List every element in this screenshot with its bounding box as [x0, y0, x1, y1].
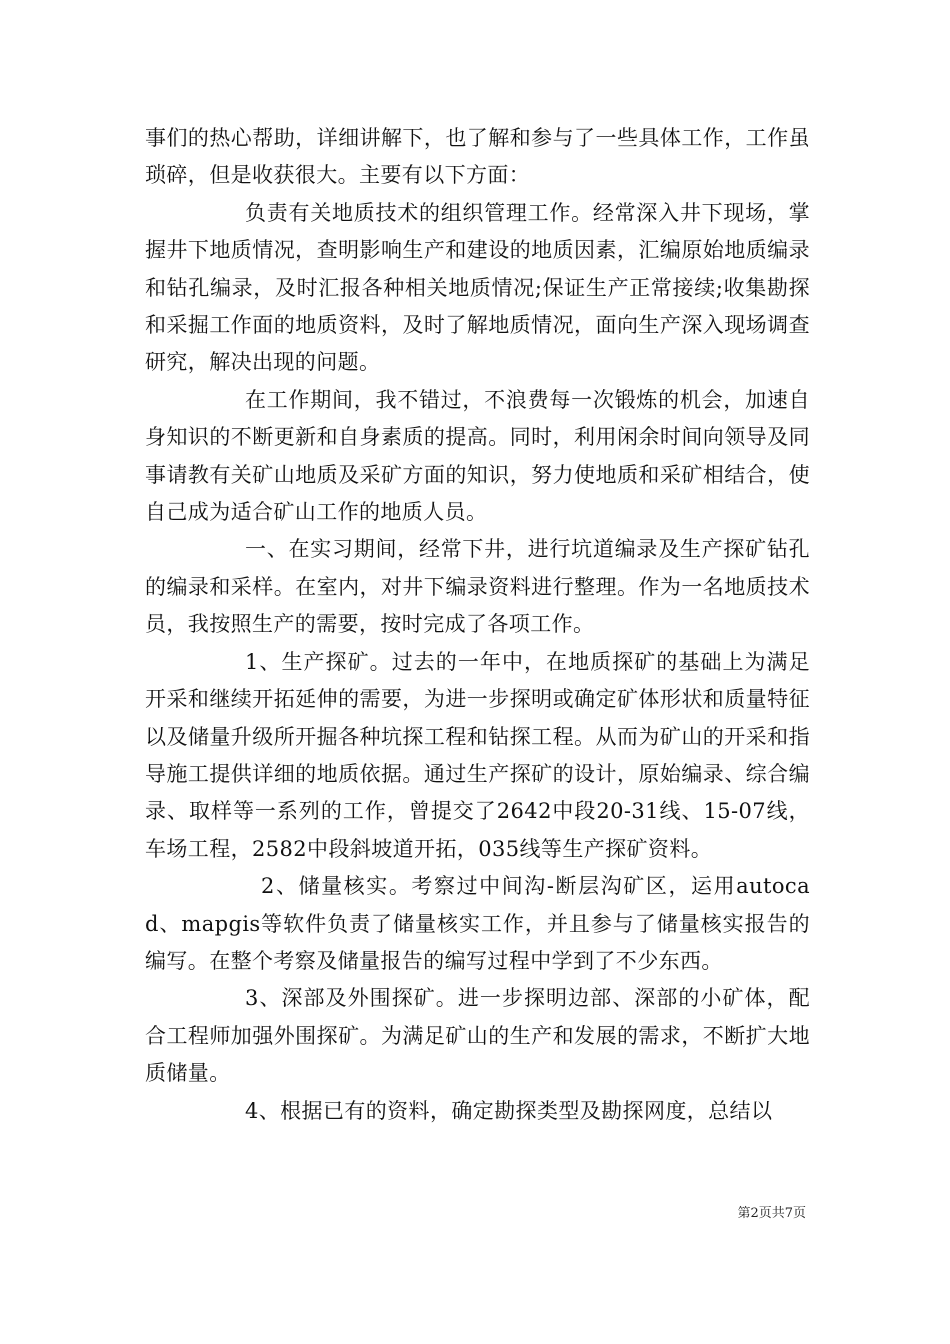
paragraph-exploration-type: 4、根据已有的资料，确定勘探类型及勘探网度，总结以: [245, 1098, 773, 1123]
document-body: [145, 120, 810, 1130]
page-number: 第2页共7页: [737, 1206, 806, 1221]
paragraph-continuation: 事们的热心帮助，详细讲解下，也了解和参与了一些具体工作，工作虽琐碎，但是收获很大。主要有以下方面：: [145, 126, 810, 188]
paragraph-production-exploration: 1、生产探矿。过去的一年中，在地质探矿的基础上为满足开采和继续开拓延伸的需要，为进一步探明或确定矿体形状和质量特征以及储量升级所开掘各种坑探工程和钻探工程。从而为矿山的开采和指导施工提供详细的地质依据。通过生产探矿的设计，原始编录、综合编录、取样等一系列的工作，曾提交了2642中段20-31线、15-07线，车场工程，2582中段斜坡道开拓，035线等生产探矿资料。: [145, 649, 810, 861]
paragraph-work-period: 在工作期间，我不错过，不浪费每一次锻炼的机会，加速自身知识的不断更新和自身素质的提高。同时，利用闲余时间向领导及同事请教有关矿山地质及采矿方面的知识，努力使地质和采矿相结合，使自己成为适合矿山工作的地质人员。: [145, 387, 810, 525]
paragraph-internship: 一、在实习期间，经常下井，进行坑道编录及生产探矿钻孔的编录和采样。在室内，对井下编录资料进行整理。作为一名地质技术员，我按照生产的需要，按时完成了各项工作。: [145, 537, 810, 637]
paragraph-reserve-verification: 2、储量核实。考察过中间沟-断层沟矿区，运用autocad、mapgis等软件负责了储量核实工作，并且参与了储量核实报告的编写。在整个考察及储量报告的编写过程中学到了不少东西。: [145, 874, 810, 973]
paragraph-geology-management: 负责有关地质技术的组织管理工作。经常深入井下现场，掌握井下地质情况，查明影响生产和建设的地质因素，汇编原始地质编录和钻孔编录，及时汇报各种相关地质情况;保证生产正常接续;收集勘探和采掘工作面的地质资料，及时了解地质情况，面向生产深入现场调查研究，解决出现的问题。: [145, 200, 810, 375]
paragraph-deep-exploration: 3、深部及外围探矿。进一步探明边部、深部的小矿体，配合工程师加强外围探矿。为满足矿山的生产和发展的需求，不断扩大地质储量。: [145, 986, 810, 1086]
